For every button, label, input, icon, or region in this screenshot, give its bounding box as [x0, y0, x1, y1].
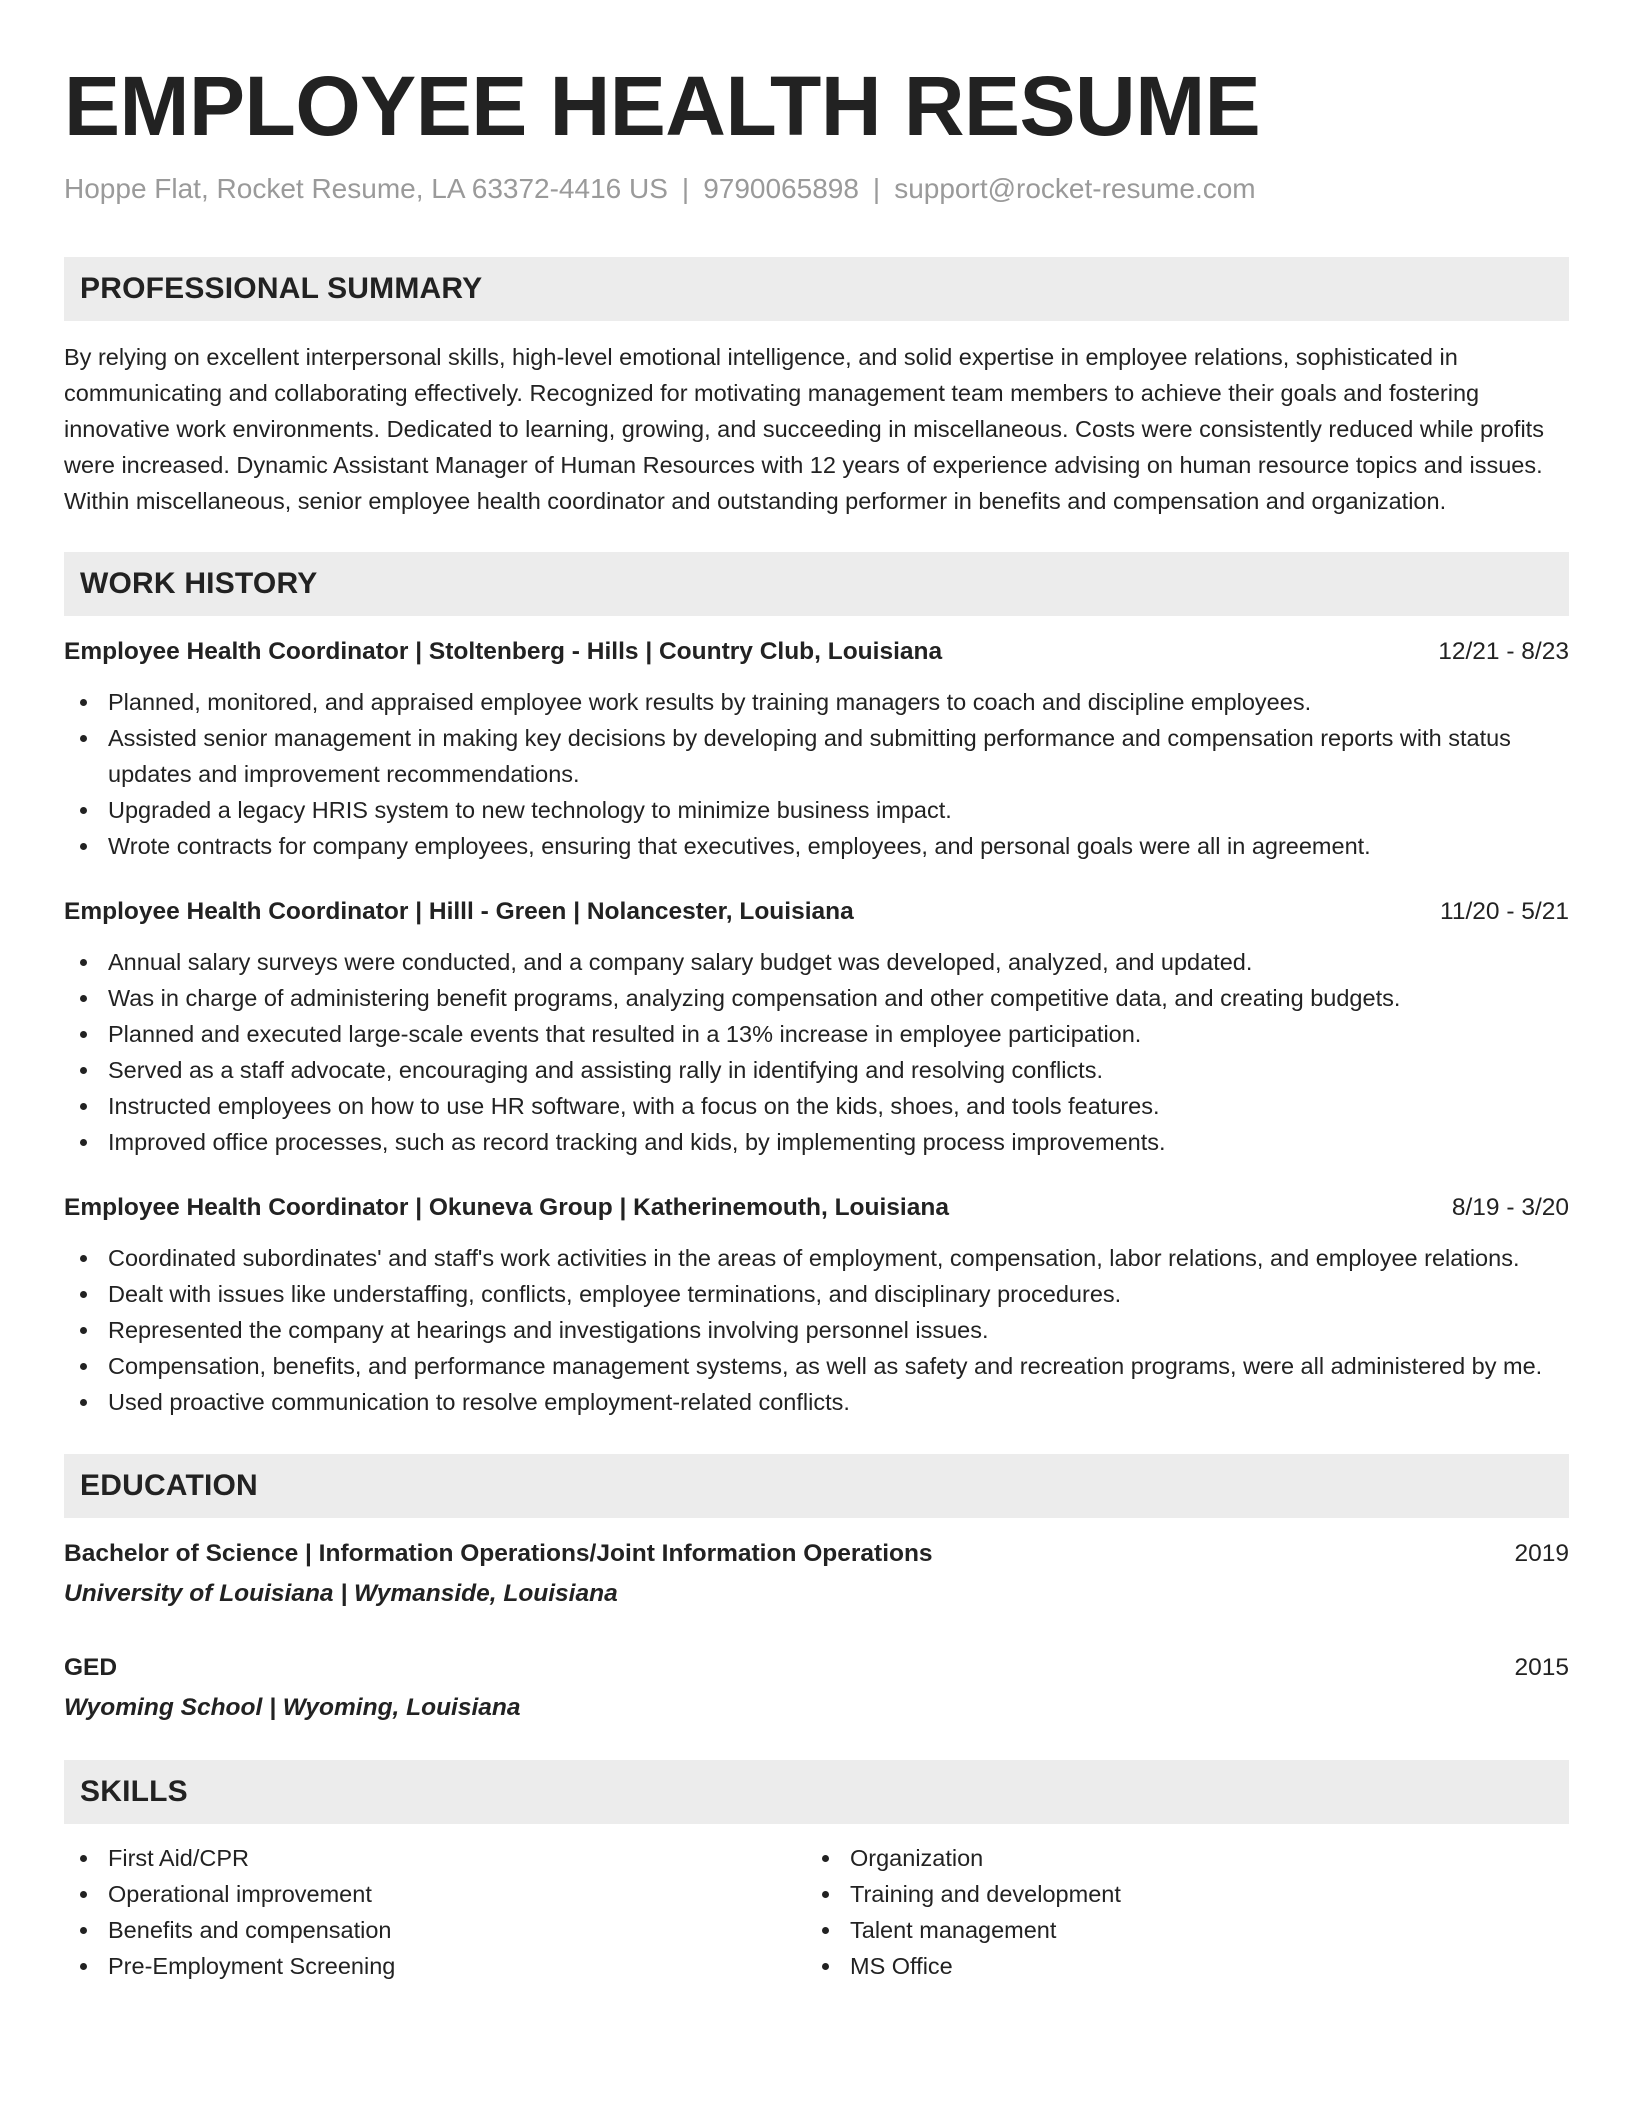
list-item: Upgraded a legacy HRIS system to new technology to minimize business impact. [64, 792, 1569, 828]
education-heading [64, 1536, 1569, 1572]
list-item: Served as a staff advocate, encouraging and assisting rally in identifying and resolving conflicts. [64, 1052, 1569, 1088]
summary-text: By relying on excellent interpersonal skills, high-level emotional intelligence, and solid expertise in employee relations, sophisticated in communicating and collaborating effectively. Recognized for motivating management team members to achieve their goals and fostering innovative work environments. Dedicated to learning, growing, and succeeding in miscellaneous. Costs were consistently reduced while profits were increased. Dynamic Assistant Manager of Human Resources with 12 years of experience advising on human resource topics and issues. Within miscellaneous, senior employee health coordinator and outstanding performer in benefits and compensation and organization. [64, 344, 1544, 514]
contact-address: Hoppe Flat, Rocket Resume, LA 63372-4416 US [64, 173, 668, 204]
list-item: Planned and executed large-scale events that resulted in a 13% increase in employee participation. [64, 1016, 1569, 1052]
list-item: Operational improvement [64, 1876, 806, 1912]
education-school: Wyoming School | Wyoming, Louisiana [64, 1694, 521, 1721]
list-item: Organization [806, 1840, 1548, 1876]
list-item: Instructed employees on how to use HR software, with a focus on the kids, shoes, and tools features. [64, 1088, 1569, 1124]
section-header-summary: PROFESSIONAL SUMMARY [64, 257, 1569, 321]
job-bullets [64, 1240, 1569, 1420]
education-degree: Bachelor of Science | Information Operations/Joint Information Operations [64, 1540, 933, 1567]
list-item: Annual salary surveys were conducted, and a company salary budget was developed, analyzed, and updated. [64, 944, 1569, 980]
list-item: Assisted senior management in making key decisions by developing and submitting performance and compensation reports with status updates and improvement recommendations. [64, 720, 1569, 792]
contact-phone: 9790065898 [703, 173, 859, 204]
resume-title: EMPLOYEE HEALTH RESUME [64, 59, 1261, 153]
job-entry [64, 634, 1569, 864]
skills-right-column [806, 1840, 1548, 1984]
job-entry [64, 1190, 1569, 1420]
education-heading [64, 1650, 1569, 1686]
section-header-education: EDUCATION [64, 1454, 1569, 1518]
list-item: Talent management [806, 1912, 1548, 1948]
skills-left-column [64, 1840, 806, 1984]
job-entry [64, 894, 1569, 1160]
resume-page [64, 0, 1569, 1984]
section-header-work-history: WORK HISTORY [64, 552, 1569, 616]
list-item: Used proactive communication to resolve employment-related conflicts. [64, 1384, 1569, 1420]
job-dates: 8/19 - 3/20 [1451, 1194, 1569, 1221]
list-item: Improved office processes, such as record tracking and kids, by implementing process improvements. [64, 1124, 1569, 1160]
job-title: Employee Health Coordinator | Stoltenberg - Hills | Country Club, Louisiana [64, 638, 943, 665]
job-heading [64, 1190, 1569, 1226]
list-item: Planned, monitored, and appraised employee work results by training managers to coach and discipline employees. [64, 684, 1569, 720]
job-dates: 12/21 - 8/23 [1438, 638, 1569, 665]
education-year: 2019 [1514, 1540, 1569, 1567]
job-heading [64, 894, 1569, 930]
education-year: 2015 [1514, 1654, 1569, 1681]
contact-email: support@rocket-resume.com [894, 173, 1256, 204]
contact-separator: | [872, 173, 881, 204]
list-item: MS Office [806, 1948, 1548, 1984]
education-degree: GED [64, 1654, 118, 1681]
education-entry [64, 1536, 1569, 1612]
list-item: Coordinated subordinates' and staff's work activities in the areas of employment, compensation, labor relations, and employee relations. [64, 1240, 1569, 1276]
job-heading [64, 634, 1569, 670]
skills-columns [64, 1840, 1569, 1984]
job-title: Employee Health Coordinator | Hilll - Green | Nolancester, Louisiana [64, 898, 854, 925]
list-item: Benefits and compensation [64, 1912, 806, 1948]
list-item: Represented the company at hearings and investigations involving personnel issues. [64, 1312, 1569, 1348]
section-header-skills: SKILLS [64, 1760, 1569, 1824]
list-item: Compensation, benefits, and performance management systems, as well as safety and recreation programs, were all administered by me. [64, 1348, 1569, 1384]
list-item: First Aid/CPR [64, 1840, 806, 1876]
education-school: University of Louisiana | Wymanside, Louisiana [64, 1580, 618, 1607]
list-item: Wrote contracts for company employees, ensuring that executives, employees, and personal goals were all in agreement. [64, 828, 1569, 864]
contact-separator: | [681, 173, 690, 204]
job-dates: 11/20 - 5/21 [1440, 898, 1569, 925]
contact-line [64, 172, 1569, 206]
job-bullets [64, 944, 1569, 1160]
job-title: Employee Health Coordinator | Okuneva Group | Katherinemouth, Louisiana [64, 1194, 949, 1221]
list-item: Pre-Employment Screening [64, 1948, 806, 1984]
list-item: Was in charge of administering benefit programs, analyzing compensation and other competitive data, and creating budgets. [64, 980, 1569, 1016]
job-bullets [64, 684, 1569, 864]
list-item: Dealt with issues like understaffing, conflicts, employee terminations, and disciplinary procedures. [64, 1276, 1569, 1312]
education-entry [64, 1650, 1569, 1726]
list-item: Training and development [806, 1876, 1548, 1912]
